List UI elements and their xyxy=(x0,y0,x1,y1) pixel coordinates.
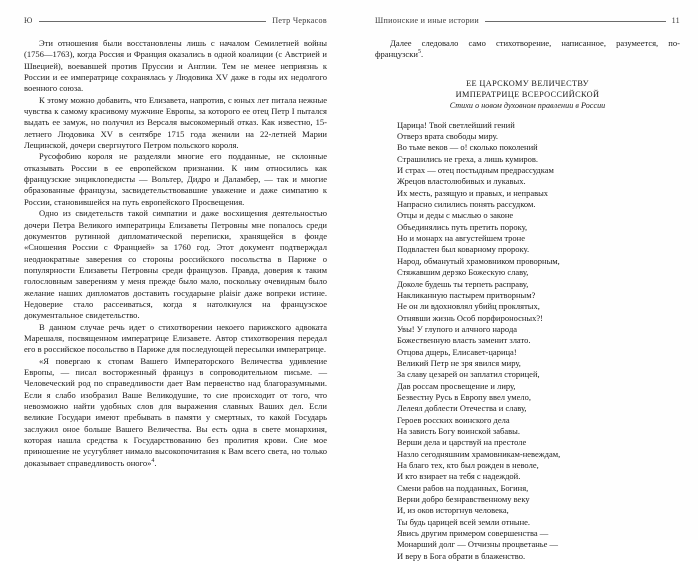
poem-body xyxy=(375,120,680,562)
right-page xyxy=(349,0,698,561)
footnote-marker: 5 xyxy=(417,49,421,56)
poem-line: Подвластен был коварному пророку. xyxy=(397,244,530,255)
right-page-body xyxy=(375,38,680,61)
poem-subtitle: Стихи о новом духовном правлении в России xyxy=(449,101,606,111)
paragraph: Эти отношения были восстановлены лишь с началом Семилетней войны (1756—1763), когда Россия и Франция оказались в одной коалиции (с Австрией и Швецией), воевавшей против Пруссии и Англии. Тем не менее неприязнь к России и ее императрице сохранялась у Людовика XV даже в годы их недолгого военного союза. xyxy=(24,38,327,94)
poem-line: Отверз врата свободы миру. xyxy=(397,131,499,142)
intro-text: Далее следовало само стихотворение, написанное, разумеется, по-французски xyxy=(375,38,680,60)
left-running-head xyxy=(24,14,327,26)
poem-line: Во тьме веков — о! сколько поколений xyxy=(397,142,538,153)
poem-title-line-2: ИМПЕРАТРИЦЕ ВСЕРОССИЙСКОЙ xyxy=(455,89,600,99)
poem-line: Героев росских воинского дела xyxy=(397,414,510,425)
poem-line: Отнявши жизнь Особ порфироносных?! xyxy=(397,312,543,323)
poem-line: За славу цезарей он заплатил сторицей, xyxy=(397,369,540,380)
poem-line: Ты будь царицей всей земли отныне. xyxy=(397,516,531,527)
poem-line: Явись другим примером совершенства — xyxy=(397,528,549,539)
poem-line: На зависть Богу воинской забавы. xyxy=(397,425,520,436)
right-running-head-title: Шпионские и иные истории xyxy=(375,15,480,25)
poem-line: И веру в Бога обрати в блаженство. xyxy=(397,550,526,561)
poem-heading xyxy=(375,78,680,113)
intro-paragraph xyxy=(375,38,680,61)
intro-tail: . xyxy=(420,49,424,60)
poem-line: Жрецов властолюбивых и лукавых. xyxy=(397,176,526,187)
paragraph: В данном случае речь идет о стихотворении некоего парижского адвоката Марешаля, посвященном императрице Елизавете. Автор стихотворения передал его в российское посольство в Париже для последующей пересылки императрице. xyxy=(24,321,327,355)
poem-line: Лелеял доблести Отечества и славу, xyxy=(397,403,527,414)
poem-line: И, из оков исторгнув человека, xyxy=(397,505,509,516)
paragraph: Русофобию короля не разделяли многие его подданные, не склонные отказывать России в ее европейском признании. К ним относились как французские энциклопедисты — Вольтер, Дидро и Даламбер, — так и многие образованные французы, засвидетельствовавшие уважение и даже симпатию к России, становившейся на путь европейского Просвещения. xyxy=(24,151,327,207)
left-page-body xyxy=(24,38,327,469)
running-head-rule xyxy=(485,21,666,22)
poem-line: Верши дела и царствуй на престоле xyxy=(397,437,527,448)
poem-line: Стяжавшим дерзко Божескую славу, xyxy=(397,267,529,278)
poem-line: Увы! У глупого и алчного народа xyxy=(397,323,518,334)
quote-paragraph xyxy=(24,356,327,469)
running-head-rule xyxy=(39,21,267,22)
poem-line: Доколе будешь ты терпеть расправу, xyxy=(397,278,529,289)
poem-line: И кто взирает на тебя с надеждой. xyxy=(397,471,521,482)
quote-tail: . xyxy=(154,457,157,468)
paragraph: К этому можно добавить, что Елизавета, напротив, с юных лет питала нежные чувства к самому красивому мужчине Европы, за которого ее отец Петр I пытался выдать ее замуж, но получил из Версаля высокомерный отказ. Как известно, 15-летнего Людовика XV в сентябре 1715 года женили на 22-летней Марии Лещинской, дочери свергнутого Петром польского короля. xyxy=(24,94,327,151)
poem-line: Страшились не греха, а лишь кумиров. xyxy=(397,153,539,164)
poem-line: Но и монарх на августейшем троне xyxy=(397,233,526,244)
quote-text: «Я повергаю к стопам Вашего Императорского Величества удивление Европы, — писал восторженный француз в сопроводительном письме. — Человеческий род по справедливости дает Вам первенство над благоразумными. Если я слабо изобразил Ваше Великодушие, то сие происходит от того, что невозможно найти удобных слов для выражения славных Ваших дел. Если великие Государи имеют пребывать в памяти у смертных, то какой Государь заслужил оное больше Вашего Величества. Вы есть одна в свете монархиня, которая нашла средства к Государствованию без пролития крови. Сие мое приношение не усугубляет нимало высокопочитания к Вам всего света, но только доказывает справедливость оного» xyxy=(24,355,327,468)
poem-line: Их месть, разящую и правых, и неправых xyxy=(397,187,549,198)
poem-line: Народ, обманутый храмовником проворным, xyxy=(397,255,560,266)
right-running-head xyxy=(375,14,680,26)
left-page xyxy=(0,0,349,540)
left-running-head-author: Петр Черкасов xyxy=(272,15,327,25)
poem-line: Напрасно силились понять рассудком. xyxy=(397,199,536,210)
poem-line: И страх — отец постыдным предрассудкам xyxy=(397,165,554,176)
poem-line: Царица! Твой светлейший гений xyxy=(397,119,515,130)
poem-line: На благо тех, кто был рожден в неволе, xyxy=(397,460,539,470)
poem-line: Смени рабов на подданных, Богиня, xyxy=(397,482,529,493)
poem-line: Не он ли вдохновлял убийц проклятых, xyxy=(397,301,540,312)
poem-line: Объединялись путь претить пороку, xyxy=(397,221,528,232)
poem-line: Божественную власть заменит злато. xyxy=(397,335,531,346)
poem-line: Отцы и деды с мыслью о законе xyxy=(397,210,514,221)
poem-line: Накликанную пастырем притворным? xyxy=(397,289,536,300)
poem-line: Безвестну Русь в Европу ввел умело, xyxy=(397,391,532,402)
poem-line: Великий Петр не зря явился миру, xyxy=(397,357,521,368)
left-page-folio: Ю xyxy=(24,15,33,25)
footnote-marker: 4 xyxy=(151,457,155,464)
poem-line: Отцова дщерь, Елисавет-царица! xyxy=(397,346,517,357)
poem-title-line-1: ЕЕ ЦАРСКОМУ ВЕЛИЧЕСТВУ xyxy=(466,78,589,88)
poem-line: Верни добро безнравственному веку xyxy=(397,494,530,505)
right-page-folio: 11 xyxy=(671,15,680,25)
poem-line: Дав россам просвещение и лиру, xyxy=(397,380,516,391)
poem-line: Монарший долг — Отчизны процветанье — xyxy=(397,539,559,550)
poem-line: Назло сегодняшним храмовникам-невеждам, xyxy=(397,448,561,459)
paragraph: Одно из свидетельств такой симпатии и даже восхищения деятельностью дочери Петра Великого императрицы Елизаветы Петровны мне попалось среди документов рутинной дипломатической переписки, хранящейся в фонде «Сношения России с Францией» за 1760 год. Этот документ подтверждал неоднократные заверения со стороны российского посольства в Париже о популярности Елизаветы Петровны среди французов. Правда, доверия к таким голословным заверениям у меня прежде было мало, поскольку очевидным было желание наших дипломатов доставить государыне plaisir даже вопреки истине. Недоверие стало рассеиваться, когда я натолкнулся на французское документальное свидетельство. xyxy=(24,208,327,321)
